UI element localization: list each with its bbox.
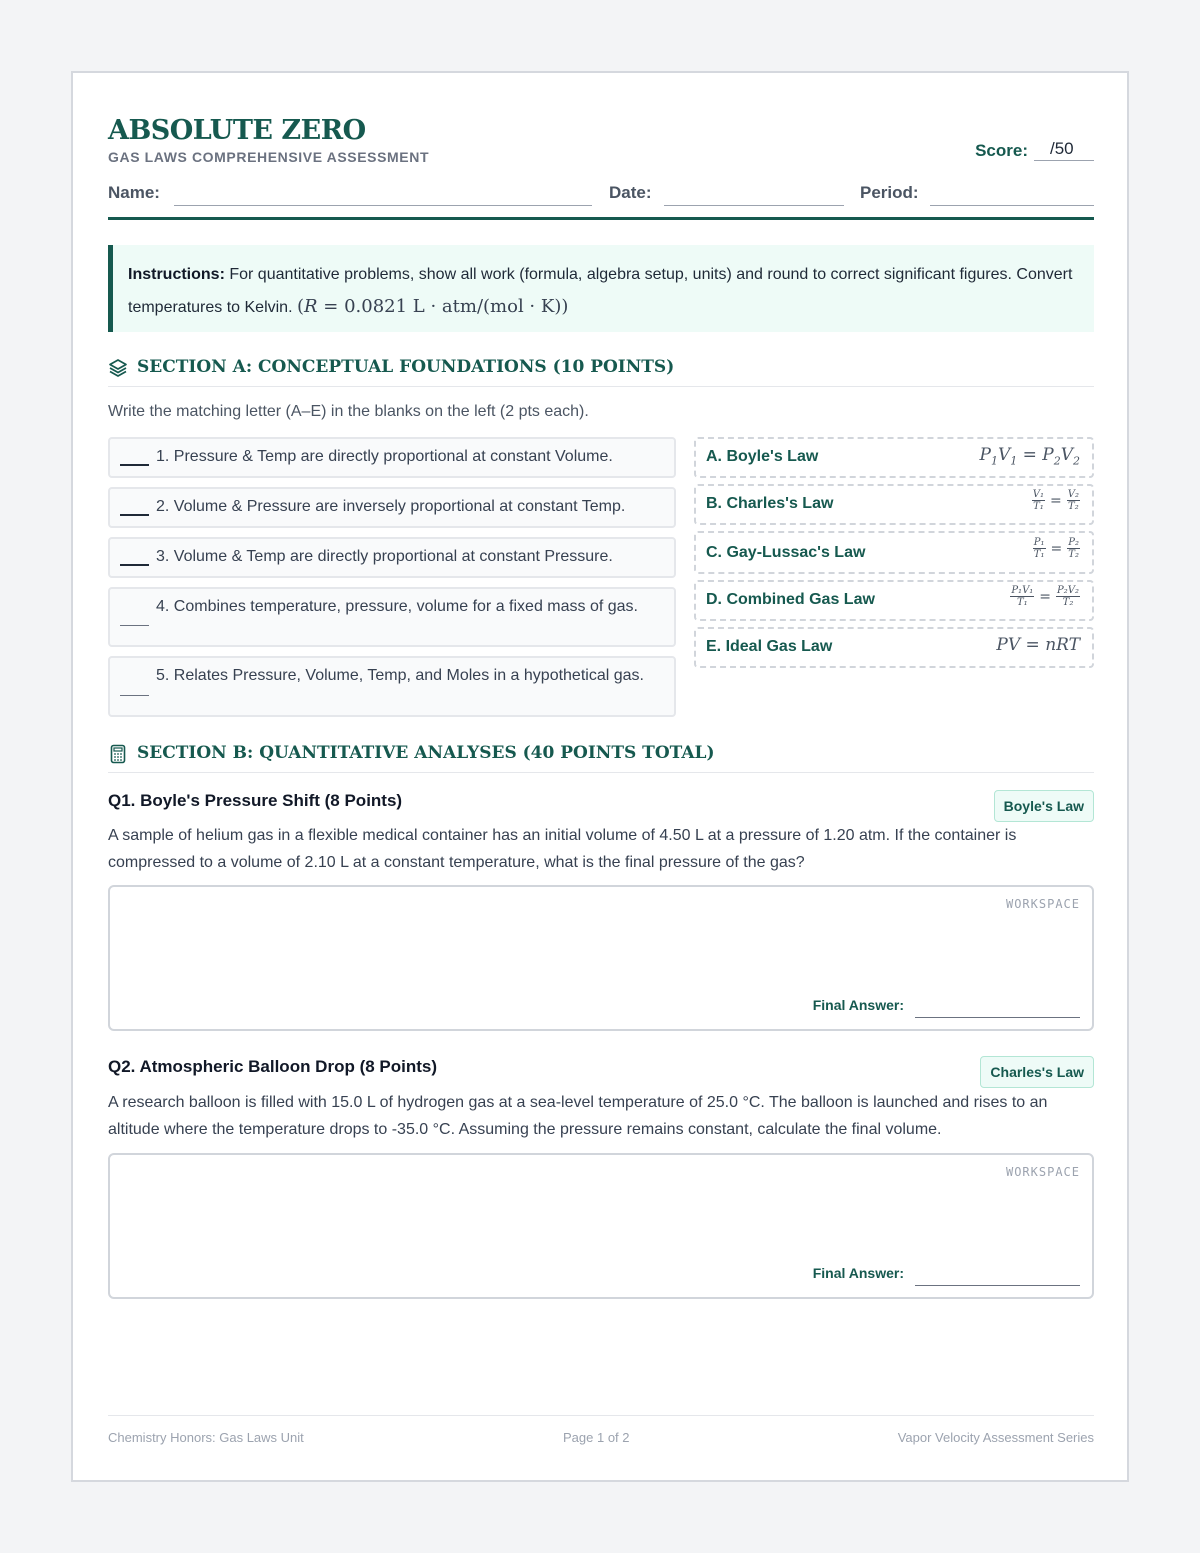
question-1-workspace[interactable] bbox=[108, 885, 1094, 1031]
matching-item-2 bbox=[108, 487, 676, 528]
law-option-c bbox=[694, 531, 1094, 574]
question-1-body: A sample of helium gas in a flexible medical container has an initial volume of 4.50 L at a pressure of 1.20 atm. If the container is compressed to a volume of 2.10 L at a constant temperature, what is the final pressure of the gas? bbox=[108, 827, 1017, 871]
final-answer-field[interactable] bbox=[915, 1017, 1080, 1018]
answer-blank[interactable] bbox=[120, 695, 149, 696]
workspace-label: WORKSPACE bbox=[1005, 1165, 1080, 1179]
score-field[interactable]: /50 bbox=[1034, 139, 1094, 161]
question-1-tag: Boyle's Law bbox=[994, 790, 1094, 822]
worksheet-page bbox=[71, 71, 1129, 1482]
law-name: B. Charles's Law bbox=[706, 495, 834, 512]
section-b-header bbox=[108, 741, 1094, 773]
law-name: E. Ideal Gas Law bbox=[706, 638, 833, 655]
footer-series: Vapor Velocity Assessment Series bbox=[897, 1430, 1094, 1445]
answer-blank[interactable] bbox=[120, 514, 149, 516]
matching-item-3 bbox=[108, 537, 676, 578]
matching-item-text: 2. Volume & Pressure are inversely proportional at constant Temp. bbox=[156, 498, 626, 515]
law-name: C. Gay-Lussac's Law bbox=[706, 544, 866, 561]
matching-item-text: 1. Pressure & Temp are directly proportional at constant Volume. bbox=[156, 448, 613, 465]
ideal-gas-law-formula: PV = nRT bbox=[996, 635, 1080, 655]
score-label: Score: bbox=[975, 141, 1028, 160]
matching-item-text: 3. Volume & Temp are directly proportional at constant Pressure. bbox=[156, 548, 613, 565]
matching-item-text: 5. Relates Pressure, Volume, Temp, and Moles in a hypothetical gas. bbox=[156, 667, 644, 684]
question-1-title: Q1. Boyle's Pressure Shift (8 Points) bbox=[108, 791, 403, 810]
answer-blank[interactable] bbox=[120, 464, 149, 466]
footer-course: Chemistry Honors: Gas Laws Unit bbox=[108, 1430, 304, 1445]
law-name: A. Boyle's Law bbox=[706, 448, 819, 465]
footer-divider bbox=[108, 1415, 1094, 1416]
header-divider bbox=[108, 217, 1094, 220]
matching-item-5 bbox=[108, 656, 676, 717]
matching-item-4 bbox=[108, 587, 676, 647]
boyles-law-formula: $P_1V_1 = P_2V_2$ bbox=[979, 445, 1080, 468]
law-option-a bbox=[694, 437, 1094, 478]
instructions-label: Instructions: bbox=[128, 266, 225, 283]
matching-item-1 bbox=[108, 437, 676, 478]
question-2-title: Q2. Atmospheric Balloon Drop (8 Points) bbox=[108, 1057, 438, 1076]
gas-constant-formula: (R = 0.0821 L · atm/(mol · K)) bbox=[296, 296, 569, 317]
law-option-b bbox=[694, 484, 1094, 525]
name-label: Name: bbox=[108, 183, 160, 202]
section-a-title: SECTION A: CONCEPTUAL FOUNDATIONS (10 POINTS) bbox=[137, 357, 675, 377]
gay-lussac-law-formula: $\frac{\text{P₁}}{\text{T₁}}$ = $\frac{\text{P₂}}{\text{T₂}}$ bbox=[1033, 537, 1079, 560]
answer-blank[interactable] bbox=[120, 625, 149, 626]
workspace-label: WORKSPACE bbox=[1005, 897, 1080, 911]
score-box bbox=[975, 139, 1094, 161]
final-answer-label: Final Answer: bbox=[812, 1265, 904, 1281]
layers-icon bbox=[108, 358, 128, 378]
worksheet-content bbox=[108, 73, 1094, 1480]
section-a-header bbox=[108, 355, 1094, 387]
final-answer-label: Final Answer: bbox=[812, 997, 904, 1013]
law-name: D. Combined Gas Law bbox=[706, 591, 875, 608]
date-field[interactable] bbox=[664, 205, 844, 206]
name-field[interactable] bbox=[174, 205, 592, 206]
instructions-box bbox=[108, 245, 1094, 332]
calculator-icon bbox=[108, 744, 128, 764]
law-option-e bbox=[694, 627, 1094, 668]
question-2-tag: Charles's Law bbox=[980, 1056, 1094, 1088]
law-option-d bbox=[694, 580, 1094, 621]
period-label: Period: bbox=[860, 183, 919, 202]
final-answer-field[interactable] bbox=[915, 1285, 1080, 1286]
charles-law-formula: $\frac{\text{V₁}}{\text{T₁}}$ = $\frac{\text{V₂}}{\text{T₂}}$ bbox=[1032, 489, 1079, 512]
instructions-text: For quantitative problems, show all work (formula, algebra setup, units) and round to correct significant figures. Convert temperatures to Kelvin. bbox=[128, 266, 1073, 316]
footer-page-number: Page 1 of 2 bbox=[563, 1430, 630, 1445]
question-2-workspace[interactable] bbox=[108, 1153, 1094, 1299]
answer-blank[interactable] bbox=[120, 564, 149, 566]
question-2-body: A research balloon is filled with 15.0 L of hydrogen gas at a sea-level temperature of 25.0 °C. The balloon is launched and rises to an altitude where the temperature drops to -35.0 °C. Assuming the pressure remains constant, calculate the final volume. bbox=[108, 1094, 1048, 1138]
period-field[interactable] bbox=[930, 205, 1094, 206]
brand-title: ABSOLUTE ZERO bbox=[108, 115, 366, 146]
matching-item-text: 4. Combines temperature, pressure, volume for a fixed mass of gas. bbox=[156, 598, 638, 615]
date-label: Date: bbox=[609, 183, 652, 202]
matching-prompt: Write the matching letter (A–E) in the blanks on the left (2 pts each). bbox=[108, 403, 589, 420]
combined-gas-law-formula: $\frac{\text{P₁V₁}}{\text{T₁}}$ = $\frac{\text{P₂V₂}}{\text{T₂}}$ bbox=[1011, 585, 1079, 608]
student-info-row bbox=[108, 181, 1094, 207]
assessment-subtitle: GAS LAWS COMPREHENSIVE ASSESSMENT bbox=[108, 149, 430, 165]
section-b-title: SECTION B: QUANTITATIVE ANALYSES (40 POINTS TOTAL) bbox=[137, 743, 715, 763]
